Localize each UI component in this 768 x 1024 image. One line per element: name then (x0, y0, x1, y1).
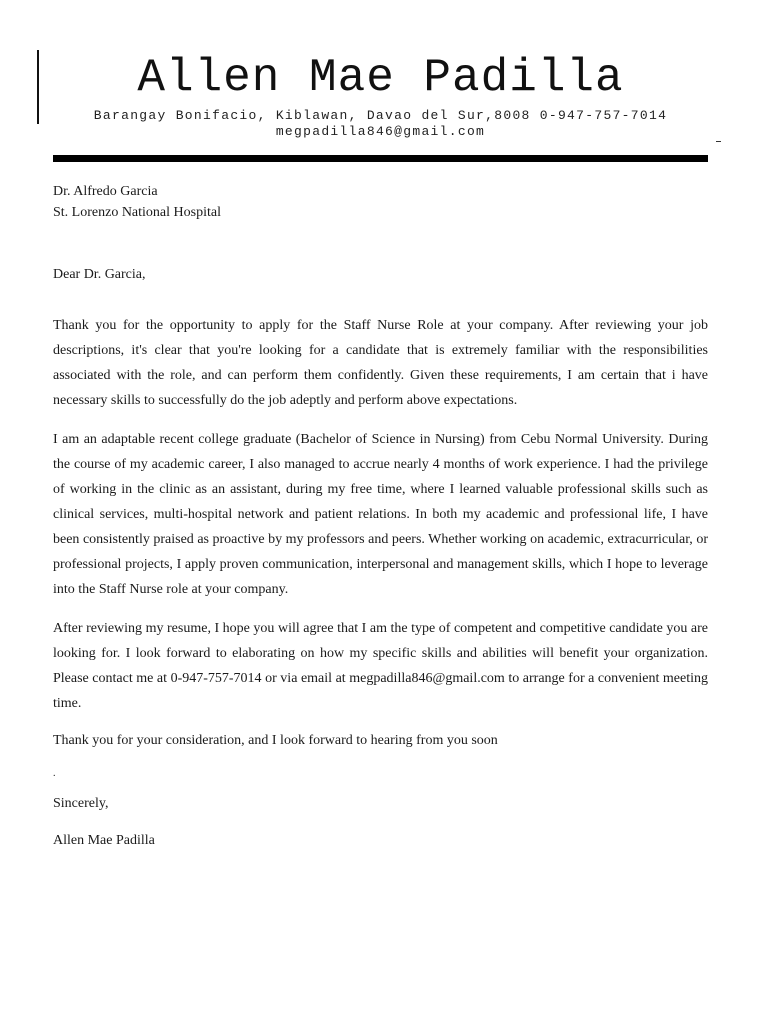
paragraph-contact: After reviewing my resume, I hope you will agree that I am the type of competent and competitive candidate you are looking for. I look forward to elaborating on how my specific skills and abilities will benefit your organization. Please contact me at 0-947-757-7014 or via email at megpadilla846@gmail.com to arrange for a convenient meeting time. (53, 621, 708, 711)
recipient-organization: St. Lorenzo National Hospital (53, 205, 221, 220)
paragraph-background: I am an adaptable recent college graduate (Bachelor of Science in Nursing) from Cebu Normal University. During the course of my academic career, I also managed to accrue nearly 4 months of work experience. I had the privilege of working in the clinic as an assistant, during my free time, where I learned valuable professional skills such as clinical services, multi-hospital network and patient relations. In both my academic and professional life, I have been consistently praised as proactive by my professors and peers. Whether working on academic, extracurricular, or professional projects, I apply proven communication, interpersonal and management skills, which I hope to leverage into the Staff Nurse role at your company. (53, 432, 708, 597)
left-margin-bar (37, 50, 39, 124)
letter-body (53, 181, 708, 851)
header-divider (53, 155, 708, 162)
applicant-email: megpadilla846@gmail.com (275, 124, 486, 139)
closing: Sincerely, (53, 796, 109, 811)
recipient-name: Dr. Alfredo Garcia (53, 184, 158, 199)
paragraph-thanks: Thank you for your consideration, and I look forward to hearing from you soon (53, 733, 498, 748)
salutation: Dear Dr. Garcia, (53, 267, 146, 282)
applicant-name: Allen Mae Padilla (137, 52, 624, 104)
signature-name: Allen Mae Padilla (53, 833, 155, 848)
paragraph-intro: Thank you for the opportunity to apply for the Staff Nurse Role at your company. After reviewing your job descriptions, it's clear that you're looking for a candidate that is extremely familiar with the responsibilities associated with the role, and can perform them confidently. Given these requirements, I am certain that i have necessary skills to successfully do the job adeptly and perform above expectations. (53, 318, 708, 408)
applicant-address-phone: Barangay Bonifacio, Kiblawan, Davao del Sur,8008 0-947-757-7014 (93, 108, 668, 123)
stray-mark: . (53, 768, 56, 779)
letterhead (53, 52, 708, 140)
corner-mark (716, 141, 721, 142)
